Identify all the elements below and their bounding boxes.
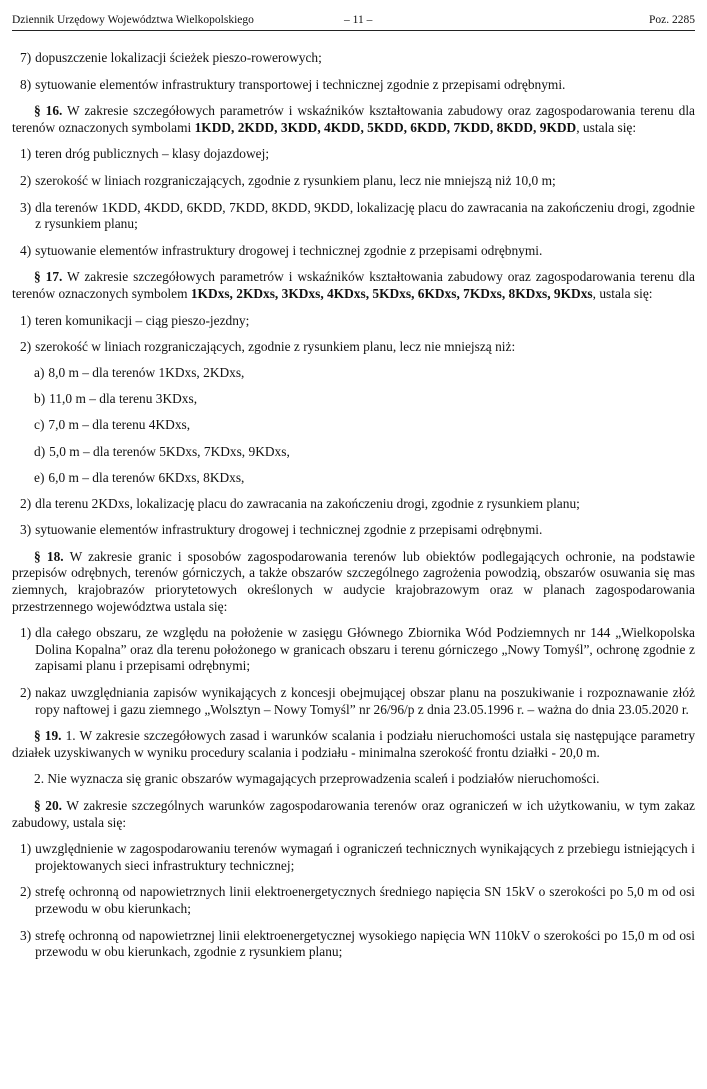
section-number: § 18.: [34, 548, 64, 564]
item-number: a): [34, 365, 45, 381]
item-text: sytuowanie elementów infrastruktury transportowej i technicznej zgodnie z przepisami odrębnymi.: [35, 76, 566, 92]
item-number: 1): [20, 146, 32, 162]
item-text: uwzględnienie w zagospodarowaniu terenów wymagań i ograniczeń technicznych wynikających z przebiegu istniejących i projektowanych sieci infrastruktury technicznej;: [35, 841, 695, 873]
item-text: szerokość w liniach rozgraniczających, zgodnie z rysunkiem planu, lecz nie mniejszą niż 10,0 m;: [35, 172, 556, 188]
list-item: [12, 77, 695, 94]
document-body: [12, 50, 695, 961]
item-text: dla terenu 2KDxs, lokalizację placu do zawracania na zakończeniu drogi, zgodnie z rysunkiem planu;: [35, 495, 580, 511]
list-item: [12, 243, 695, 260]
item-number: b): [34, 391, 46, 407]
item-text: dla terenów 1KDD, 4KDD, 6KDD, 7KDD, 8KDD, 9KDD, lokalizację placu do zawracania na zakończeniu drogi, zgodnie z rysunkiem planu;: [35, 199, 695, 232]
list-item: [12, 928, 695, 961]
page-header: [12, 10, 695, 31]
paragraph-text-end: , ustala się:: [576, 119, 637, 135]
sub-list-item: [12, 365, 695, 382]
list-item: [12, 841, 695, 874]
item-number: 4): [20, 242, 32, 258]
section-number: § 16.: [34, 103, 63, 119]
item-number: 8): [20, 76, 32, 92]
item-text: 8,0 m – dla terenów 1KDxs, 2KDxs,: [48, 365, 245, 381]
item-text: 5,0 m – dla terenów 5KDxs, 7KDxs, 9KDxs,: [49, 443, 290, 459]
list-item: [12, 625, 695, 675]
list-item: [12, 884, 695, 917]
item-number: 3): [20, 927, 32, 943]
symbol-list: 1KDxs, 2KDxs, 3KDxs, 4KDxs, 5KDxs, 6KDxs, 7KDxs, 8KDxs, 9KDxs: [190, 285, 593, 301]
list-item: [12, 339, 695, 356]
list-item: [12, 50, 695, 67]
paragraph-text: W zakresie szczegółowych parametrów i wskaźników kształtowania zabudowy oraz zagospodarowania terenu dla terenów oznaczonych symbolem: [12, 269, 695, 301]
list-item: [12, 146, 695, 163]
paragraph-text: W zakresie szczegółowych parametrów i wskaźników kształtowania zabudowy oraz zagospodarowania terenu dla terenów oznaczonych symbolami: [12, 103, 695, 135]
paragraph-text: 1. W zakresie szczegółowych zasad i warunków scalania i podziału nieruchomości ustala się następujące parametry działek uzyskiwanych w wyniku procedury scalania i podziału - minimalna szerokość frontu działki - 20,0 m.: [12, 728, 696, 760]
item-text: strefę ochronną od napowietrznych linii elektroenergetycznych średniego napięcia SN 15kV o szerokości po 5,0 m od osi przewodu w obu kierunkach;: [35, 884, 695, 916]
list-item: [12, 200, 695, 233]
list-item: [12, 313, 695, 330]
section-paragraph: [12, 728, 695, 761]
item-number: 2): [20, 495, 32, 511]
item-text: nakaz uwzględniania zapisów wynikających z koncesji obejmującej obszar planu na poszukiwanie i rozpoznawanie złóż ropy naftowej i gazu ziemnego „Wolsztyn – Nowy Tomyśl” nr 26/96/p z dnia 23.05.1996 r. – ważna do dnia 23.05.2020 r.: [35, 685, 695, 717]
section-paragraph: [12, 269, 695, 302]
item-text: 11,0 m – dla terenu 3KDxs,: [49, 391, 198, 407]
item-number: 1): [20, 841, 32, 857]
section-number: § 19.: [34, 728, 62, 744]
item-text: teren dróg publicznych – klasy dojazdowej;: [35, 146, 270, 162]
section-number: § 20.: [34, 798, 63, 813]
item-number: c): [34, 417, 45, 433]
sub-list-item: [12, 470, 695, 487]
item-number: 3): [20, 199, 32, 215]
section-paragraph: [12, 103, 695, 136]
item-number: 1): [20, 312, 32, 328]
item-number: 2): [20, 172, 32, 188]
numbered-paragraph: 2. Nie wyznacza się granic obszarów wymagających przeprowadzenia scaleń i podziałów nieruchomości.: [34, 771, 600, 787]
paragraph-text: W zakresie szczególnych warunków zagospodarowania terenów oraz ograniczeń w ich użytkowaniu, w tym zakaz zabudowy, ustala się:: [12, 798, 695, 830]
item-text: szerokość w liniach rozgraniczających, zgodnie z rysunkiem planu, lecz nie mniejszą niż:: [35, 339, 516, 355]
item-text: dla całego obszaru, ze względu na położenie w zasięgu Głównego Zbiornika Wód Podziemnych nr 144 „Wielkopolska Dolina Kopalna” oraz dla terenu położonego w granicach obszaru i terenu górniczego „Nowy Tomyśl”, ochronę zgodnie z zapisami planu i przepisami odrębnymi;: [35, 625, 695, 674]
item-text: 6,0 m – dla terenów 6KDxs, 8KDxs,: [48, 469, 245, 485]
item-number: d): [34, 443, 46, 459]
item-text: 7,0 m – dla terenu 4KDxs,: [48, 417, 191, 433]
symbol-list: 1KDD, 2KDD, 3KDD, 4KDD, 5KDD, 6KDD, 7KDD, 8KDD, 9KDD: [194, 119, 577, 135]
list-item: [12, 522, 695, 539]
sub-list-item: [12, 391, 695, 408]
item-text: dopuszczenie lokalizacji ścieżek pieszo-rowerowych;: [35, 50, 322, 65]
item-text: sytuowanie elementów infrastruktury drogowej i technicznej zgodnie z przepisami odrębnymi.: [35, 242, 543, 258]
item-number: e): [34, 469, 45, 485]
paragraph-text: W zakresie granic i sposobów zagospodarowania terenów lub obiektów podlegających ochronie, na podstawie przepisów odrębnych, terenów górniczych, a także obszarów szczególnego zagrożenia powodzią, obszarów osuwania się mas ziemnych, krajobrazów priorytetowych określonych w audycie krajobrazowym oraz w planach zagospodarowania przestrzennego województwa ustala się:: [12, 548, 695, 614]
journal-title: Dziennik Urzędowy Województwa Wielkopolskiego: [12, 14, 254, 26]
sub-list-item: [12, 444, 695, 461]
position-number: Poz. 2285: [649, 14, 695, 26]
item-number: 3): [20, 522, 32, 538]
item-text: strefę ochronną od napowietrznej linii elektroenergetycznej wysokiego napięcia WN 110kV o szerokości po 15,0 m od osi przewodu w obu kierunkach, zgodnie z rysunkiem planu;: [35, 927, 695, 960]
item-number: 2): [20, 884, 32, 900]
list-item: [12, 685, 695, 718]
section-number: § 17.: [34, 269, 63, 285]
page-number: – 11 –: [344, 14, 373, 26]
item-number: 2): [20, 685, 32, 701]
item-text: teren komunikacji – ciąg pieszo-jezdny;: [35, 312, 250, 328]
item-number: 1): [20, 625, 32, 641]
item-number: 7): [20, 50, 32, 65]
item-number: 2): [20, 339, 32, 355]
list-item: [12, 173, 695, 190]
section-paragraph: [12, 549, 695, 615]
item-text: sytuowanie elementów infrastruktury drogowej i technicznej zgodnie z przepisami odrębnymi.: [35, 522, 543, 538]
section-paragraph: [12, 798, 695, 831]
list-item: [12, 496, 695, 513]
paragraph-text-end: , ustala się:: [592, 285, 653, 301]
sub-list-item: [12, 417, 695, 434]
